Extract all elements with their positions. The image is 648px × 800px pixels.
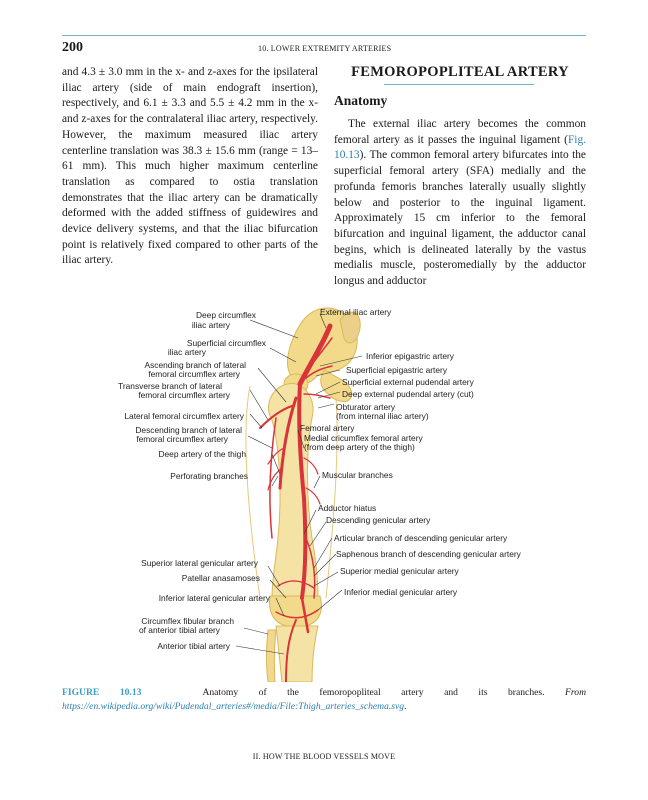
right-column-paragraph xyxy=(334,117,586,290)
label-external-iliac: External iliac artery xyxy=(320,307,392,317)
label-ascending-branch-1: Ascending branch of lateral xyxy=(144,360,246,370)
label-medial-circumflex-1: Medial cricumflex femoral artery xyxy=(304,433,423,443)
label-ascending-branch-2: femoral circumflex artery xyxy=(148,369,240,379)
labels-left xyxy=(118,310,271,651)
label-adductor-hiatus: Adductor hiatus xyxy=(318,503,377,513)
label-lateral-femoral-circumflex: Lateral femoral circumflex artery xyxy=(124,411,244,421)
label-perforating-branches: Perforating branches xyxy=(170,471,248,481)
label-transverse-branch-2: femoral circumflex artery xyxy=(138,390,230,400)
caption-label: FIGURE 10.13 xyxy=(62,687,142,698)
label-deep-ext-pudendal: Deep external pudendal artery (cut) xyxy=(342,389,474,399)
label-superficial-epigastric: Superficial epigastric artery xyxy=(346,365,448,375)
figure-caption xyxy=(62,686,586,714)
label-descending-branch-2: femoral circumflex artery xyxy=(136,434,228,444)
section-title-rule xyxy=(384,84,534,85)
caption-text: Anatomy of the femoropopliteal artery and its branches. xyxy=(202,687,545,698)
label-circumflex-fibular-1: Circumflex fibular branch xyxy=(141,616,234,626)
label-descending-genicular: Descending genicular artery xyxy=(326,515,431,525)
label-deep-circumflex-1: Deep circumflex xyxy=(195,310,256,320)
label-anterior-tibial: Anterior tibial artery xyxy=(157,641,230,651)
section-title: FEMOROPOPLITEAL ARTERY xyxy=(351,64,569,80)
label-inferior-medial-genicular: Inferior medial genicular artery xyxy=(344,587,458,597)
figure-ref-link[interactable]: Fig. 10.13 xyxy=(334,133,586,162)
label-transverse-branch-1: Transverse branch of lateral xyxy=(118,381,222,391)
header-rule xyxy=(62,35,586,36)
label-obturator-2: (from internal iliac artery) xyxy=(336,411,429,421)
label-circumflex-fibular-2: of anterior tibial artery xyxy=(139,625,220,635)
label-superficial-circumflex-1: Superficial circumflex xyxy=(186,338,266,348)
label-obturator-1: Obturator artery xyxy=(336,402,396,412)
right-text-after-ref: ). The common femoral artery bifurcates into the superficial femoral artery (SFA) medially and the profunda femoris branches laterally usually slightly below and posterior to the inguinal ligament. Approximately 15 cm inferior to the femoral bifurcation and inguinal ligament, the adductor canal begins, which is delineated laterally by the vastus medialis muscle, posteromedially by the adductor longus and adductor xyxy=(334,149,586,288)
label-muscular-branches: Muscular branches xyxy=(322,470,393,480)
label-descending-branch-1: Descending branch of lateral xyxy=(135,425,242,435)
right-text-before-ref: The external iliac artery becomes the common femoral artery as it passes the inguinal ligament ( xyxy=(334,118,586,146)
figure-svg xyxy=(100,298,560,682)
label-superficial-circumflex-2: iliac artery xyxy=(167,347,206,357)
caption-from: From xyxy=(565,687,586,698)
fibula-bone xyxy=(267,630,277,682)
label-femoral-artery: Femoral artery xyxy=(300,423,355,433)
page-footer: II. HOW THE BLOOD VESSELS MOVE xyxy=(252,752,396,761)
label-inferior-epigastric: Inferior epigastric artery xyxy=(366,351,454,361)
label-articular-branch: Articular branch of descending genicular artery xyxy=(334,533,508,543)
right-column xyxy=(334,117,586,290)
label-superior-lateral-genicular: Superior lateral genicular artery xyxy=(141,558,258,568)
label-superficial-ext-pudendal: Superficial external pudendal artery xyxy=(342,377,474,387)
label-inferior-lateral-genicular: Inferior lateral genicular artery xyxy=(158,593,270,603)
label-saphenous-branch: Saphenous branch of descending genicular artery xyxy=(336,549,521,559)
left-column-text: and 4.3 ± 3.0 mm in the x- and z-axes for the ipsilateral iliac artery (side of main endograft insertion), respectively, and 6.1 ± 3.3 and 5.5 ± 4.2 mm in the x- and z-axes for the contralateral iliac artery, respectively. However, the maximum measured iliac artery centerline translation was 38.3 ± 15.6 mm (range = 13–61 mm). This much higher maximum centerline translation as compared to ostia translation demonstrates that the iliac artery can be dramatically deformed with the added stiffness of guidewires and device delivery systems, and that the iliac bifurcation point is relatively fixed compared to other parts of the iliac artery. xyxy=(62,66,318,267)
label-patellar-anastomoses: Patellar anasamoses xyxy=(181,573,260,583)
subsection-title: Anatomy xyxy=(334,93,388,108)
page-number: 200 xyxy=(62,40,83,55)
caption-end: . xyxy=(404,701,407,712)
label-deep-circumflex-2: iliac artery xyxy=(191,320,230,330)
label-deep-artery-thigh: Deep artery of the thigh xyxy=(158,449,246,459)
caption-url-link[interactable]: https://en.wikipedia.org/wiki/Pudendal_arteries#/media/File:Thigh_arteries_schema.svg xyxy=(62,701,405,712)
left-column xyxy=(62,65,318,269)
label-medial-circumflex-2: (from deep artery of the thigh) xyxy=(304,442,415,452)
label-superior-medial-genicular: Superior medial genicular artery xyxy=(340,566,459,576)
anatomy-figure xyxy=(100,298,560,682)
running-head: 10. LOWER EXTREMITY ARTERIES xyxy=(258,44,392,53)
